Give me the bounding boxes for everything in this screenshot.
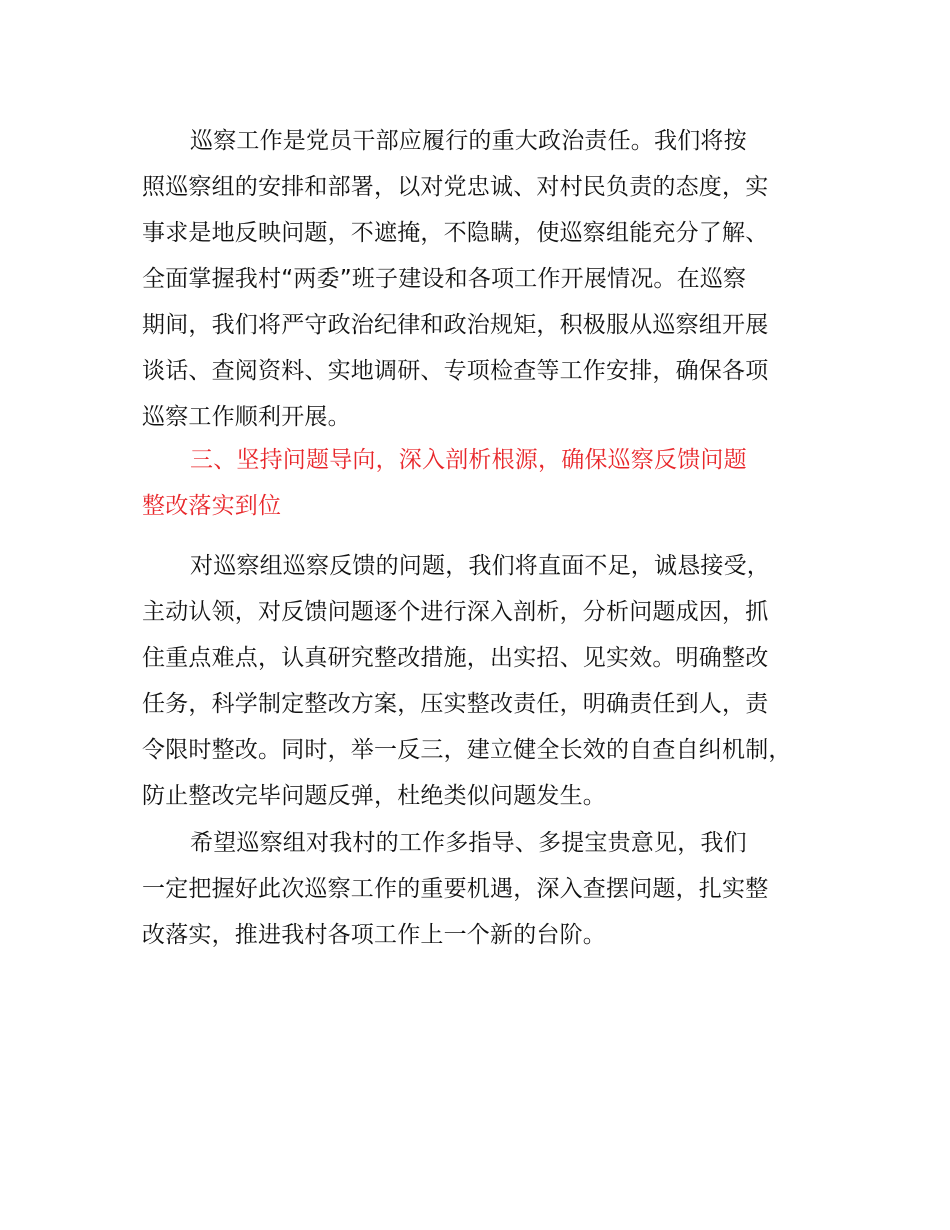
paragraph-line: 巡察工作顺利开展。 (142, 404, 351, 430)
paragraph-line: 期间，我们将严守政治纪律和政治规矩，积极服从巡察组开展 (142, 312, 769, 338)
paragraph-line: 主动认领，对反馈问题逐个进行深入剖析，分析问题成因，抓 (142, 599, 769, 625)
section-heading-three (142, 437, 842, 529)
paragraph-line: 防止整改完毕问题反弹，杜绝类似问题发生。 (142, 783, 606, 809)
paragraph-line: 一定把握好此次巡察工作的重要机遇，深入查摆问题，扎实整 (142, 876, 769, 902)
paragraph-closing-hope (142, 820, 842, 958)
paragraph-line: 照巡察组的安排和部署，以对党忠诚、对村民负责的态度，实 (142, 174, 769, 200)
paragraph-line: 改落实，推进我村各项工作上一个新的台阶。 (142, 922, 606, 948)
paragraph-line: 谈话、查阅资料、实地调研、专项检查等工作安排，确保各项 (142, 358, 769, 384)
paragraph-rectification (142, 543, 842, 819)
heading-line: 三、坚持问题导向，深入剖析根源，确保巡察反馈问题 (190, 447, 747, 473)
paragraph-line: 希望巡察组对我村的工作多指导、多提宝贵意见，我们 (190, 830, 747, 856)
paragraph-line: 令限时整改。同时，举一反三，建立健全长效的自查自纠机制， (142, 737, 792, 763)
paragraph-inspection-responsibility (142, 118, 842, 440)
paragraph-line: 对巡察组巡察反馈的问题，我们将直面不足，诚恳接受， (190, 553, 770, 579)
paragraph-line: 事求是地反映问题，不遮掩，不隐瞒，使巡察组能充分了解、 (142, 220, 769, 246)
heading-line: 整改落实到位 (142, 493, 282, 519)
paragraph-line: 任务，科学制定整改方案，压实整改责任，明确责任到人，责 (142, 691, 769, 717)
paragraph-line: 全面掌握我村“两委”班子建设和各项工作开展情况。在巡察 (142, 266, 747, 292)
paragraph-line: 住重点难点，认真研究整改措施，出实招、见实效。明确整改 (142, 645, 769, 671)
paragraph-line: 巡察工作是党员干部应履行的重大政治责任。我们将按 (190, 128, 747, 154)
